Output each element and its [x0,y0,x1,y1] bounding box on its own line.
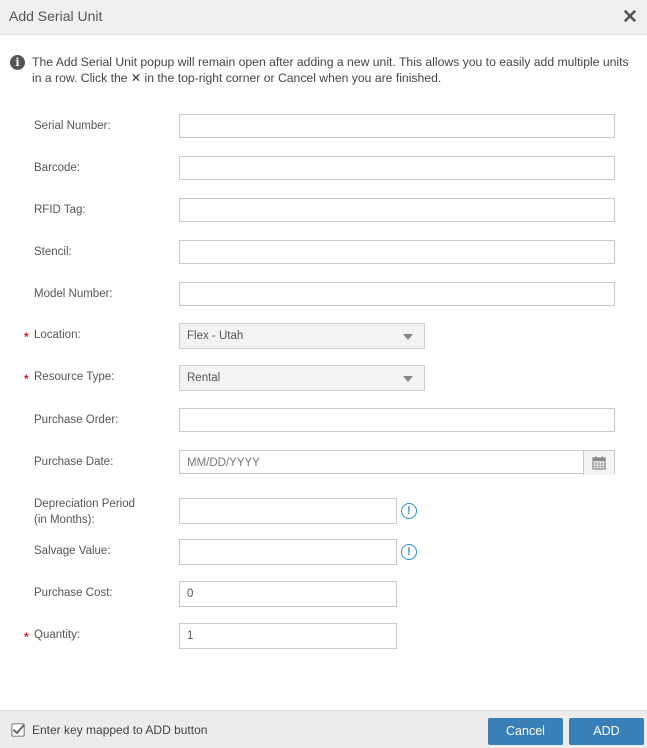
cancel-button[interactable]: Cancel [488,718,563,745]
dialog-title: Add Serial Unit [9,8,103,24]
checkbox-checked-icon[interactable] [11,723,25,737]
rfid-tag-label: RFID Tag: [34,204,86,216]
purchase-cost-row [0,581,647,607]
info-text-part2: in the top-right corner or Cancel when you are finished. [141,71,442,85]
stencil-row [0,240,647,266]
enter-key-checkbox-label[interactable]: Enter key mapped to ADD button [32,723,208,737]
barcode-input[interactable] [179,156,615,180]
date-picker-button[interactable] [583,451,614,475]
barcode-label: Barcode: [34,162,81,174]
location-select[interactable] [179,323,425,349]
quantity-row [0,623,647,649]
quantity-input[interactable]: 1 [179,623,397,649]
chevron-down-icon [403,334,413,340]
salvage-value-label: Salvage Value: [34,545,111,557]
purchase-date-placeholder: MM/DD/YYYY [187,457,260,469]
rfid-tag-row [0,198,647,224]
resource-type-label: Resource Type: [34,371,115,383]
depreciation-period-label [34,496,135,528]
rfid-tag-input[interactable] [179,198,615,222]
depreciation-period-row [0,498,647,524]
calendar-icon [592,456,606,470]
depreciation-period-input[interactable] [179,498,397,524]
purchase-cost-label: Purchase Cost: [34,587,113,599]
location-selected-value: Flex - Utah [187,330,244,342]
purchase-order-input[interactable] [179,408,615,432]
info-icon: i [10,55,25,70]
required-marker: * [24,630,29,644]
salvage-value-input[interactable] [179,539,397,565]
depreciation-period-label-line1: Depreciation Period [34,498,136,510]
location-row [0,323,647,349]
serial-number-label: Serial Number: [34,120,111,132]
resource-type-row [0,365,647,391]
resource-type-select[interactable] [179,365,425,391]
purchase-cost-input[interactable]: 0 [179,581,397,607]
barcode-row [0,156,647,182]
required-marker: * [24,372,29,386]
depreciation-period-label-line2: (in Months): [34,514,95,526]
add-button[interactable]: ADD [569,718,644,745]
resource-type-selected-value: Rental [187,372,221,384]
purchase-order-row [0,408,647,434]
close-icon[interactable] [623,9,637,23]
dialog-footer [0,710,647,748]
info-text [32,54,632,86]
serial-number-input[interactable] [179,114,615,138]
required-marker: * [24,330,29,344]
purchase-date-input[interactable] [179,450,615,474]
stencil-input[interactable] [179,240,615,264]
model-number-input[interactable] [179,282,615,306]
salvage-value-row [0,539,647,565]
purchase-date-row [0,450,647,476]
purchase-date-label: Purchase Date: [34,456,114,468]
model-number-row [0,282,647,308]
stencil-label: Stencil: [34,246,72,258]
quantity-label: Quantity: [34,629,81,641]
chevron-down-icon [403,376,413,382]
model-number-label: Model Number: [34,288,113,300]
purchase-order-label: Purchase Order: [34,414,119,426]
exclamation-icon[interactable]: ! [401,544,417,560]
serial-number-row [0,114,647,140]
exclamation-icon[interactable]: ! [401,503,417,519]
info-text-part1: The Add Serial Unit popup will remain open after adding a new unit. This allows you to easily add multiple units in a row. Click the [32,55,629,85]
inline-close-icon: ✕ [130,71,142,85]
location-label: Location: [34,329,81,341]
dialog-titlebar [0,0,647,35]
